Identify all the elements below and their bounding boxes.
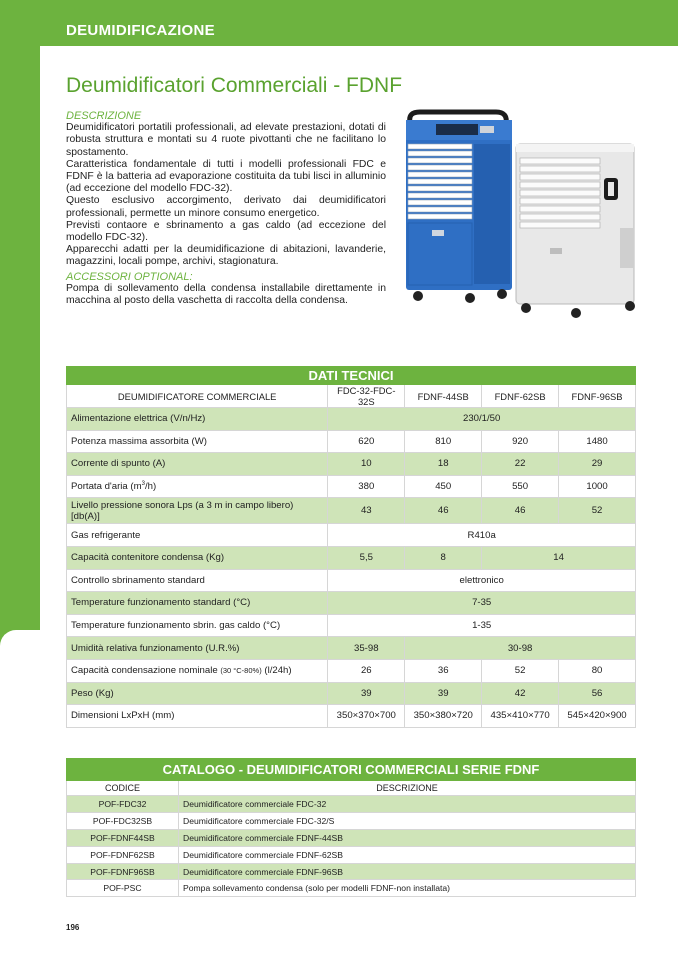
row-label: Potenza massima assorbita (W) — [67, 430, 328, 453]
cell-value: 36 — [405, 659, 482, 682]
cell-value: 350×380×720 — [405, 705, 482, 728]
cell-value: 29 — [559, 453, 636, 476]
side-notch — [0, 630, 40, 650]
catalog-description: Deumidificatore commerciale FDNF-44SB — [179, 829, 636, 846]
row-label-text: Portata d'aria (m — [71, 481, 142, 493]
catalog-header-row — [67, 781, 636, 796]
cell-value: 80 — [559, 659, 636, 682]
cell-value: 26 — [328, 659, 405, 682]
cell-value: 230/1/50 — [328, 408, 636, 431]
catalog-code: POF-PSC — [67, 880, 179, 897]
page-title: Deumidificatori Commerciali - FDNF — [66, 74, 403, 97]
tech-table-title: DATI TECNICI — [67, 367, 636, 385]
cell-value: 545×420×900 — [559, 705, 636, 728]
row-label-text: (l/24h) — [261, 665, 292, 677]
catalog-row — [67, 812, 636, 829]
product-image — [398, 108, 643, 323]
row-label-text: /h) — [144, 481, 157, 493]
column-header: FDNF-96SB — [559, 385, 636, 408]
row-label: Peso (Kg) — [67, 682, 328, 705]
catalog-description: Pompa sollevamento condensa (solo per modelli FDNF-non installata) — [179, 880, 636, 897]
table-row — [67, 682, 636, 705]
row-label-text: Capacità condensazione nominale — [71, 665, 221, 677]
row-label — [67, 475, 328, 498]
table-row — [67, 705, 636, 728]
catalog-code: POF-FDNF62SB — [67, 846, 179, 863]
cell-value: 350×370×700 — [328, 705, 405, 728]
row-label: Controllo sbrinamento standard — [67, 569, 328, 592]
cell-value: elettronico — [328, 569, 636, 592]
cell-value: 30-98 — [405, 637, 636, 660]
cell-value: 46 — [482, 498, 559, 524]
catalog-table-title: CATALOGO - DEUMIDIFICATORI COMMERCIALI SERIE FDNF — [67, 759, 636, 781]
row-label: Alimentazione elettrica (V/n/Hz) — [67, 408, 328, 431]
catalog-row — [67, 829, 636, 846]
column-header: FDC-32-FDC-32S — [328, 385, 405, 408]
column-header: DESCRIZIONE — [179, 781, 636, 796]
catalog-description: Deumidificatore commerciale FDNF-62SB — [179, 846, 636, 863]
cell-value: 1480 — [559, 430, 636, 453]
tech-data-table — [66, 366, 636, 728]
catalog-code: POF-FDC32SB — [67, 812, 179, 829]
catalog-description: Deumidificatore commerciale FDC-32/S — [179, 812, 636, 829]
catalog-row — [67, 796, 636, 813]
description-paragraph: Caratteristica fondamentale di tutti i modelli professionali FDC e FDNF è la batteria ad evaporazione costituita da tubi lisci in alluminio (ad eccezione del modello FDC-32). — [66, 158, 386, 195]
table-row — [67, 637, 636, 660]
catalog-description: Deumidificatore commerciale FDC-32 — [179, 796, 636, 813]
table-row — [67, 453, 636, 476]
catalog-row — [67, 880, 636, 897]
catalog-table — [66, 758, 636, 897]
cell-value: 52 — [482, 659, 559, 682]
blue-dehumidifier-illustration — [406, 112, 512, 303]
row-label: Temperature funzionamento standard (°C) — [67, 592, 328, 615]
cell-value: 550 — [482, 475, 559, 498]
cell-value: 42 — [482, 682, 559, 705]
table-row — [67, 569, 636, 592]
tech-table-header-row — [67, 385, 636, 408]
page-number: 196 — [66, 923, 80, 932]
catalog-code: POF-FDC32 — [67, 796, 179, 813]
cell-value: 14 — [482, 546, 636, 569]
cell-value: 620 — [328, 430, 405, 453]
cell-value: 43 — [328, 498, 405, 524]
cell-value: 52 — [559, 498, 636, 524]
cell-value: 56 — [559, 682, 636, 705]
row-label-superscript: 3 — [141, 480, 145, 487]
column-header: FDNF-62SB — [482, 385, 559, 408]
row-label: Gas refrigerante — [67, 524, 328, 547]
cell-value: 435×410×770 — [482, 705, 559, 728]
cell-value: 450 — [405, 475, 482, 498]
row-label: Umidità relativa funzionamento (U.R.%) — [67, 637, 328, 660]
row-label: Capacità contenitore condensa (Kg) — [67, 546, 328, 569]
row-label: Corrente di spunto (A) — [67, 453, 328, 476]
table-row — [67, 408, 636, 431]
row-label: Livello pressione sonora Lps (a 3 m in campo libero) [db(A)] — [67, 498, 328, 524]
accessories-heading: ACCESSORI OPTIONAL: — [66, 270, 193, 283]
cell-value: 18 — [405, 453, 482, 476]
row-label: Dimensioni LxPxH (mm) — [67, 705, 328, 728]
cell-value: 1-35 — [328, 614, 636, 637]
table-row — [67, 659, 636, 682]
description-paragraph: Questo esclusivo accorgimento, derivato dai deumidificatori professionali, permette un minore consumo energetico. — [66, 195, 386, 219]
row-label — [67, 659, 328, 682]
row-label-small: (30 °C-80%) — [220, 666, 262, 676]
cell-value: 920 — [482, 430, 559, 453]
row-label: Temperature funzionamento sbrin. gas caldo (°C) — [67, 614, 328, 637]
description-paragraph: Apparecchi adatti per la deumidificazione di abitazioni, lavanderie, magazzini, locali pompe, archivi, stagionatura. — [66, 244, 386, 268]
description-paragraph: Deumidificatori portatili professionali, ad elevate prestazioni, dotati di robusta struttura e montati su 4 ruote pivottanti che ne facilitano lo spostamento. — [66, 122, 386, 158]
column-header: FDNF-44SB — [405, 385, 482, 408]
catalog-code: POF-FDNF44SB — [67, 829, 179, 846]
cell-value: 1000 — [559, 475, 636, 498]
cell-value: 35-98 — [328, 637, 405, 660]
table-row — [67, 614, 636, 637]
accessories-text: Pompa di sollevamento della condensa installabile direttamente in macchina al posto della vaschetta di raccolta della condensa. — [66, 282, 386, 307]
cell-value: 39 — [328, 682, 405, 705]
table-row — [67, 524, 636, 547]
catalog-description: Deumidificatore commerciale FDNF-96SB — [179, 863, 636, 880]
catalog-row — [67, 863, 636, 880]
section-tag: DEUMIDIFICAZIONE — [66, 22, 215, 39]
column-header: DEUMIDIFICATORE COMMERCIALE — [67, 385, 328, 408]
table-row — [67, 430, 636, 453]
cell-value: 8 — [405, 546, 482, 569]
side-band — [0, 46, 40, 646]
table-row — [67, 592, 636, 615]
description-heading: DESCRIZIONE — [66, 110, 142, 122]
grey-dehumidifier-illustration — [516, 144, 635, 318]
cell-value: 380 — [328, 475, 405, 498]
column-header: CODICE — [67, 781, 179, 796]
catalog-code: POF-FDNF96SB — [67, 863, 179, 880]
table-row — [67, 546, 636, 569]
cell-value: 46 — [405, 498, 482, 524]
cell-value: 10 — [328, 453, 405, 476]
table-row — [67, 475, 636, 498]
cell-value: 22 — [482, 453, 559, 476]
description-block — [66, 110, 386, 307]
table-row — [67, 498, 636, 524]
description-paragraph: Previsti contaore e sbrinamento a gas caldo (ad eccezione del modello FDC-32). — [66, 219, 386, 244]
cell-value: 810 — [405, 430, 482, 453]
catalog-row — [67, 846, 636, 863]
cell-value: R410a — [328, 524, 636, 547]
cell-value: 39 — [405, 682, 482, 705]
cell-value: 7-35 — [328, 592, 636, 615]
cell-value: 5,5 — [328, 546, 405, 569]
